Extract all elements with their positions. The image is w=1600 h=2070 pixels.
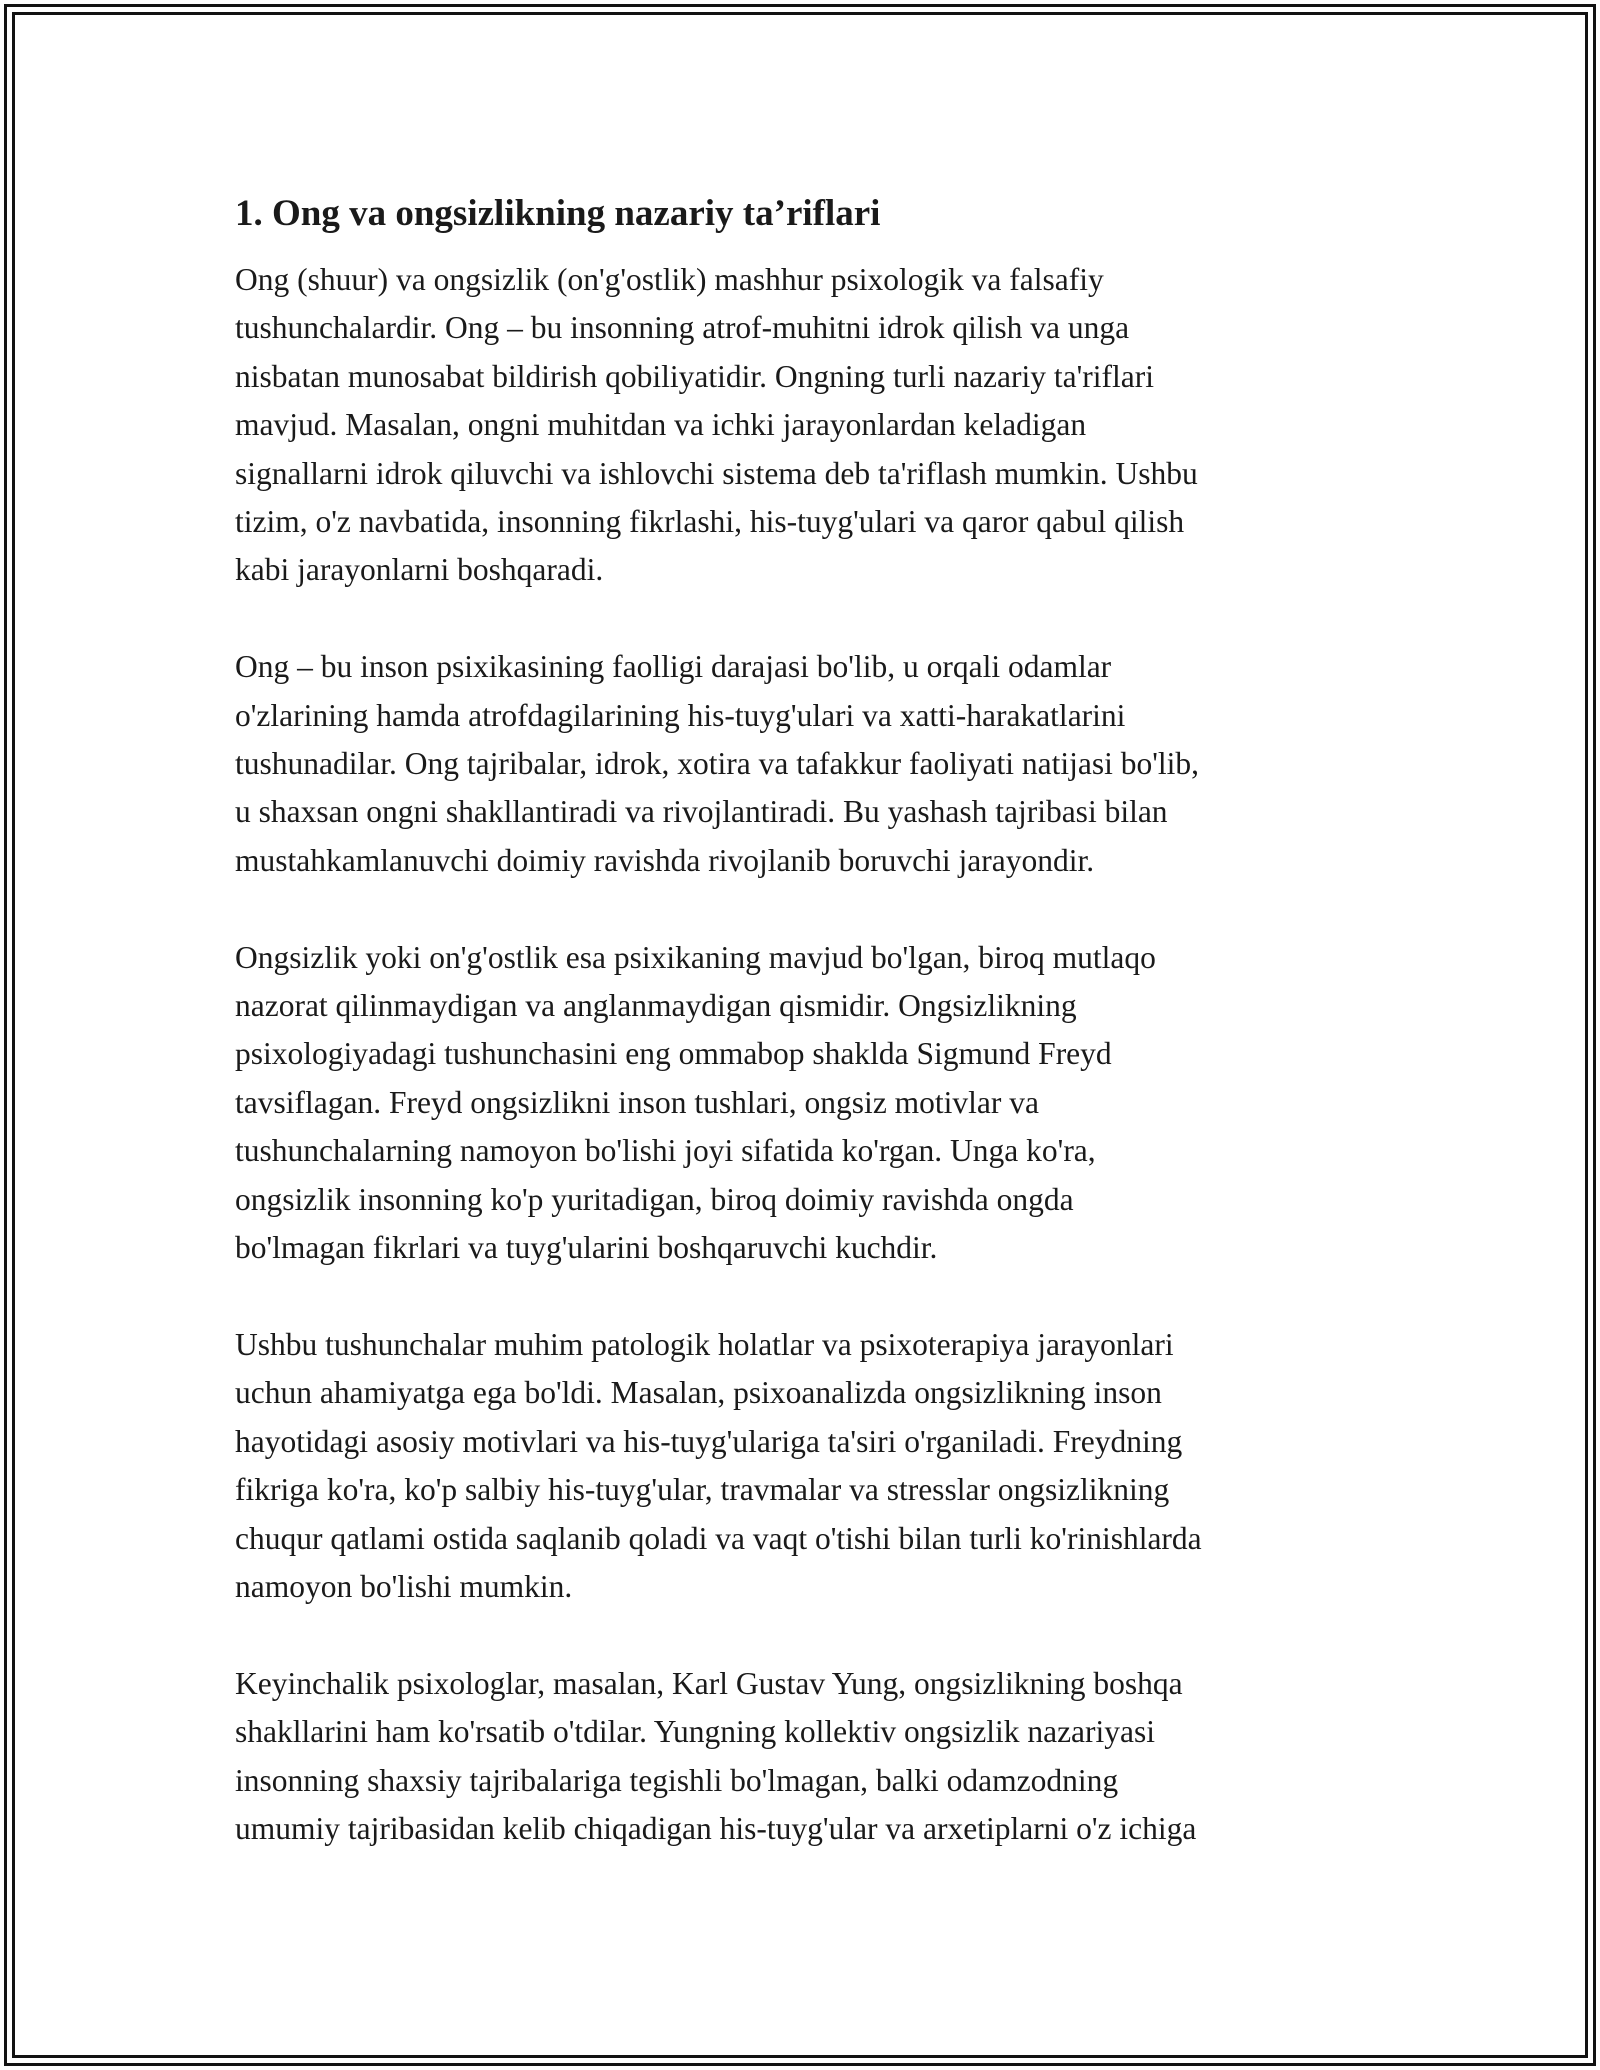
text-line: Ong (shuur) va ongsizlik (on'g'ostlik) mashhur psixologik va falsafiy — [235, 262, 1104, 297]
text-line: namoyon bo'lishi mumkin. — [235, 1568, 573, 1604]
text-line: Ushbu tushunchalar muhim patologik holatlar va psixoterapiya jarayonlari — [235, 1326, 1174, 1362]
text-line: o'zlarining hamda atrofdagilarining his-tuyg'ulari va xatti-harakatlarini — [235, 697, 1126, 733]
paragraph-1 — [235, 256, 1385, 595]
text-line: Keyinchalik psixologlar, masalan, Karl Gustav Yung, ongsizlikning boshqa — [235, 1665, 1183, 1701]
text-line: nazorat qilinmaydigan va anglanmaydigan qismidir. Ongsizlikning — [235, 988, 1077, 1024]
text-line: tushunchalardir. Ong – bu insonning atrof-muhitni idrok qilish va unga — [235, 310, 1130, 346]
text-line: Ong – bu inson psixikasining faolligi darajasi bo'lib, u orqali odamlar — [235, 649, 1112, 685]
text-line: uchun ahamiyatga ega bo'ldi. Masalan, psixoanalizda ongsizlikning inson — [235, 1375, 1162, 1411]
text-line: psixologiyadagi tushunchasini eng ommabop shaklda Sigmund Freyd — [235, 1036, 1112, 1072]
text-line: Ongsizlik yoki on'g'ostlik esa psixikaning mavjud bo'lgan, biroq mutlaqo — [235, 939, 1156, 975]
text-line: chuqur qatlami ostida saqlanib qoladi va vaqt o'tishi bilan turli ko'rinishlarda — [235, 1520, 1202, 1556]
text-line: mustahkamlanuvchi doimiy ravishda rivojlanib boruvchi jarayondir. — [235, 842, 1095, 878]
section-heading: 1. Ong va ongsizlikning nazariy ta’riflari — [235, 193, 881, 234]
text-line: signallarni idrok qiluvchi va ishlovchi sistema deb ta'riflash mumkin. Ushbu — [235, 455, 1198, 491]
text-line: nisbatan munosabat bildirish qobiliyatidir. Ongning turli nazariy ta'riflari — [235, 358, 1154, 394]
paragraph-5 — [235, 1660, 1385, 1854]
text-line: kabi jarayonlarni boshqaradi. — [235, 552, 604, 588]
text-line: tizim, o'z navbatida, insonning fikrlashi, his-tuyg'ulari va qaror qabul qilish — [235, 504, 1185, 540]
text-line: u shaxsan ongni shakllantiradi va rivojlantiradi. Bu yashash tajribasi bilan — [235, 794, 1168, 830]
text-line: umumiy tajribasidan kelib chiqadigan his-tuyg'ular va arxetiplarni o'z ichiga — [235, 1810, 1197, 1846]
text-line: bo'lmagan fikrlari va tuyg'ularini boshqaruvchi kuchdir. — [235, 1230, 938, 1266]
text-line: insonning shaxsiy tajribalariga tegishli bo'lmagan, balki odamzodning — [235, 1762, 1119, 1798]
text-line: fikriga ko'ra, ko'p salbiy his-tuyg'ular, travmalar va stresslar ongsizlikning — [235, 1472, 1170, 1508]
paragraph-2 — [235, 643, 1385, 885]
text-line: hayotidagi asosiy motivlari va his-tuyg'ulariga ta'siri o'rganiladi. Freydning — [235, 1423, 1183, 1459]
text-line: ongsizlik insonning ko'p yuritadigan, biroq doimiy ravishda ongda — [235, 1181, 1074, 1217]
text-line: tushunadilar. Ong tajribalar, idrok, xotira va tafakkur faoliyati natijasi bo'lib, — [235, 746, 1200, 782]
text-line: tushunchalarning namoyon bo'lishi joyi sifatida ko'rgan. Unga ko'ra, — [235, 1133, 1096, 1169]
text-line: shakllarini ham ko'rsatib o'tdilar. Yungning kollektiv ongsizlik nazariyasi — [235, 1714, 1156, 1750]
document-body — [235, 188, 1385, 1902]
text-line: mavjud. Masalan, ongni muhitdan va ichki jarayonlardan keladigan — [235, 407, 1087, 443]
paragraph-3 — [235, 934, 1385, 1273]
text-line: tavsiflagan. Freyd ongsizlikni inson tushlari, ongsiz motivlar va — [235, 1084, 1040, 1120]
paragraph-4 — [235, 1321, 1385, 1611]
